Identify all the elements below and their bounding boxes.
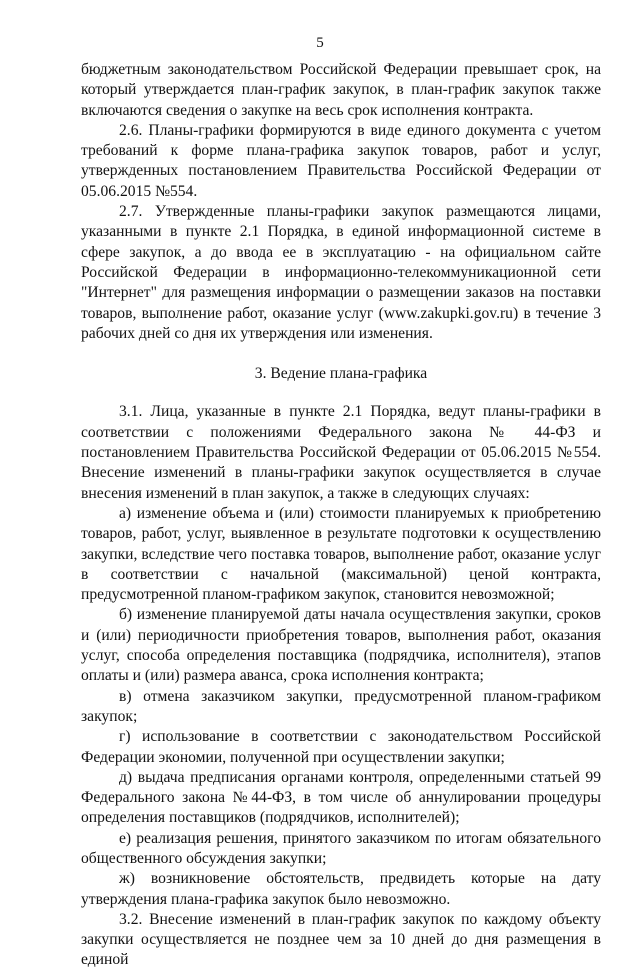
page-number: 5 <box>316 35 324 51</box>
paragraph-3-1: 3.1. Лица, указанные в пункте 2.1 Порядка, ведут планы-графики в соответствии с положениями Федерального закона № 44-ФЗ и постановлением Правительства Российской Федерации от 05.06.2015 №554. Внесение изменений в планы-графики закупок осуществляется в случае внесения изменений в план закупок, а также в следующих случаях: <box>81 403 601 502</box>
paragraph-continuation: бюджетным законодательством Российской Федерации превышает срок, на который утверждается план-график закупок, в план-график закупок также включаются сведения о закупке на весь срок исполнения контракта. <box>81 61 601 119</box>
list-item-g: г) использование в соответствии с законодательством Российской Федерации экономии, полученной при осуществлении закупки; <box>81 728 601 766</box>
list-item-zh: ж) возникновение обстоятельств, предвидеть которые на дату утверждения плана-графика закупок было невозможно. <box>81 870 601 908</box>
list-item-v: в) отмена заказчиком закупки, предусмотренной планом-графиком закупок; <box>81 687 601 725</box>
paragraph-2-7: 2.7. Утвержденные планы-графики закупок размещаются лицами, указанными в пункте 2.1 Порядка, в единой информационной системе в сфере закупок, а до ввода ее в эксплуатацию - на официальном сайте Российской Федерации в информационно-телекоммуникационной сети "Интернет" для размещения информации о размещении заказов на поставки товаров, выполнение работ, оказание услуг (www.zakupki.gov.ru) в течение 3 рабочих дней со дня их утверждения или изменения. <box>81 203 601 342</box>
list-item-a: а) изменение объема и (или) стоимости планируемых к приобретению товаров, работ, услуг, выявленное в результате подготовки к осуществлению закупки, вследствие чего поставка товаров, выполнение работ, оказание услуг в соответствии с начальной (максимальной) ценой контракта, предусмотренной планом-графиком закупок, становится невозможной; <box>81 504 601 604</box>
list-item-b: б) изменение планируемой даты начала осуществления закупки, сроков и (или) периодичности приобретения товаров, выполнения работ, оказания услуг, способа определения поставщика (подрядчика, исполнителя), этапов оплаты и (или) размера аванса, срока исполнения контракта; <box>81 606 601 685</box>
document-body <box>81 60 601 971</box>
list-item-e: е) реализация решения, принятого заказчиком по итогам обязательного общественного обсуждения закупки; <box>81 829 601 867</box>
list-item-d: д) выдача предписания органами контроля, определенными статьей 99 Федерального закона №44-ФЗ, в том числе об аннулировании процедуры определения поставщиков (подрядчиков, исполнителей); <box>81 768 601 827</box>
paragraph-2-6: 2.6. Планы-графики формируются в виде единого документа с учетом требований к форме плана-графика закупок товаров, работ и услуг, утвержденных постановлением Правительства Российской Федерации от 05.06.2015 №554. <box>81 121 601 200</box>
section-heading: 3. Ведение плана-графика <box>254 365 428 383</box>
paragraph-3-2: 3.2. Внесение изменений в план-график закупок по каждому объекту закупки осуществляется не позднее чем за 10 дней до дня размещения в единой <box>81 910 601 969</box>
